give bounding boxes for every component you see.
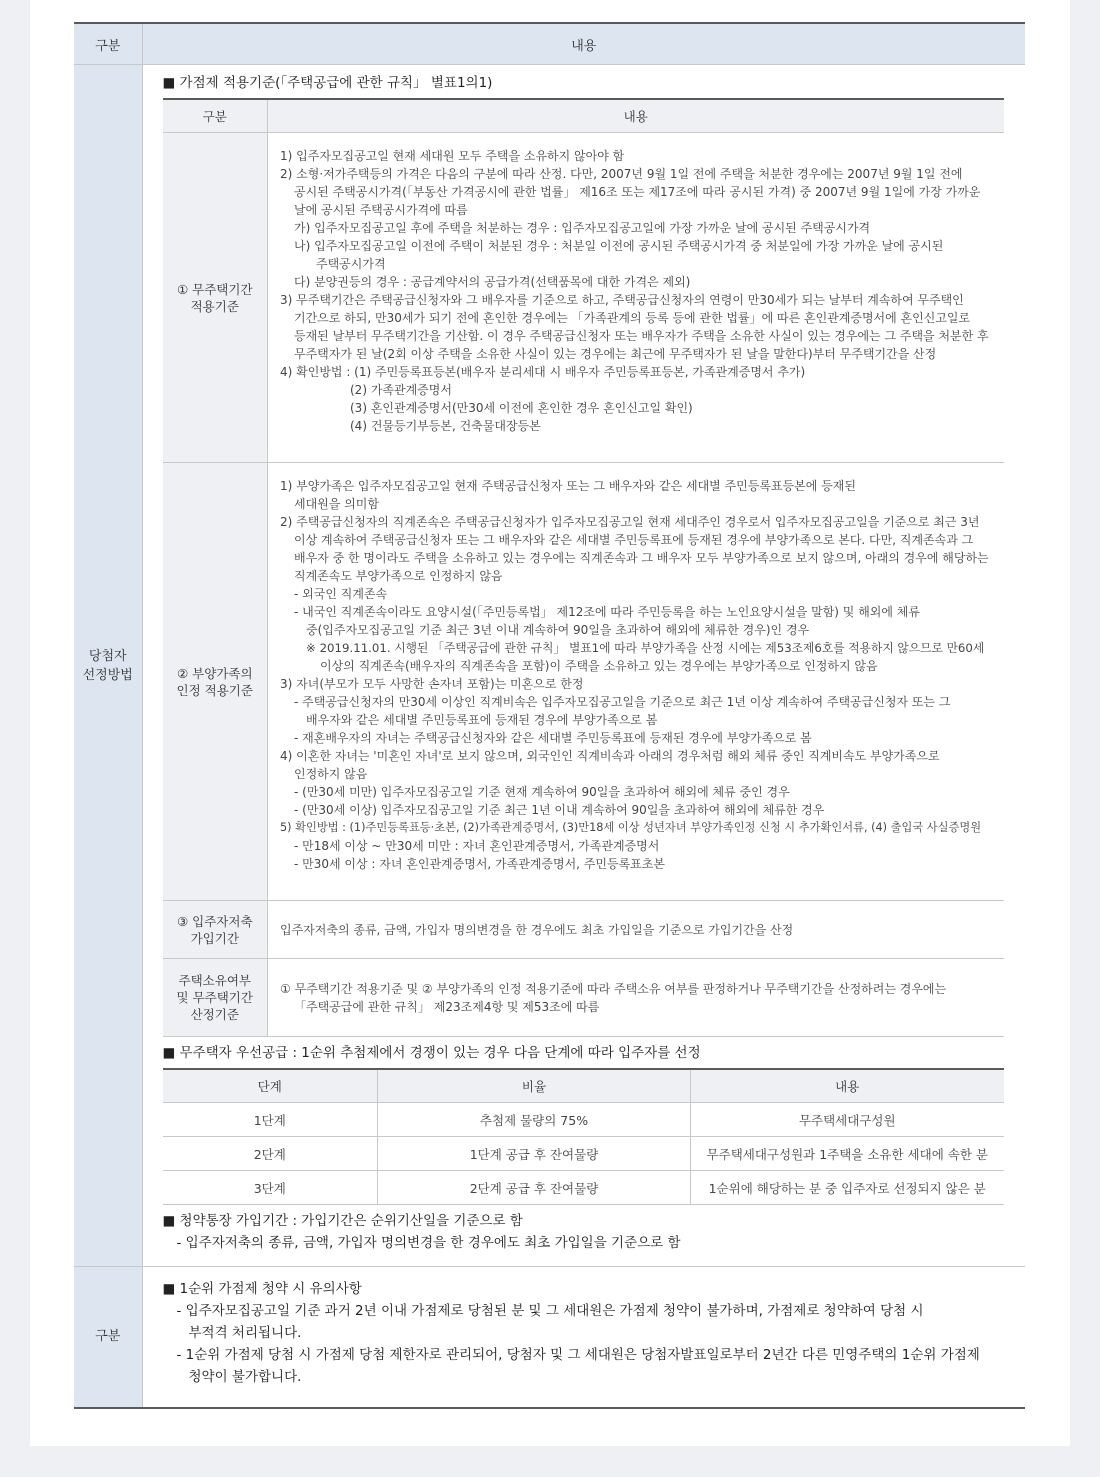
text-line: - 주택공급신청자의 만30세 이상인 직계비속은 입주자모집공고일을 기준으로 최근 1년 이상 계속하여 주택공급신청자 또는 그 (294, 695, 951, 709)
text-line: 3) 무주택기간은 주택공급신청자와 그 배우자를 기준으로 하고, 주택공급신청자의 연령이 만30세가 되는 날부터 계속하여 무주택인 (280, 293, 964, 307)
text-line: 4) 이혼한 자녀는 '미혼인 자녀'로 보지 않으며, 외국인인 직계비속과 아래의 경우처럼 해외 체류 중인 직계비속도 부양가족으로 (280, 749, 940, 763)
criteria-label: ① 무주택기간 적용기준 (163, 133, 268, 463)
criteria-label: ② 부양가족의 인정 적용기준 (163, 463, 268, 901)
text-line: 2) 소형·저가주택등의 가격은 다음의 구분에 따라 산정. 다만, 2007년 9월 1일 전에 주택을 처분한 경우에는 2007년 9월 1일 전에 (280, 167, 963, 181)
bullet-line: - 입주자모집공고일 기준 과거 2년 이내 가점제로 당첨된 분 및 그 세대원은 가점제 청약이 불가하며, 가점제로 청약하여 당첨 시 (176, 1303, 924, 1320)
text-line: 공시된 주택공시가격(「부동산 가격공시에 관한 법률」 제16조 또는 제17조에 따라 공시된 가격) 중 2007년 9월 1일에 가장 가까운 (294, 185, 981, 199)
inner-header-content: 내용 (268, 99, 1004, 133)
section-title-homeless-priority: ■ 무주택자 우선공급 : 1순위 추첨제에서 경쟁이 있는 경우 다음 단계에 따라 입주자를 선정 (162, 1045, 701, 1061)
bullet-line: - 입주자저축의 종류, 금액, 가입자 명의변경을 한 경우에도 최초 가입일을 기준으로 함 (176, 1235, 681, 1251)
text-line: 입주자저축의 종류, 금액, 가입자 명의변경을 한 경우에도 최초 가입일을 기준으로 가입기간을 산정 (280, 922, 794, 937)
bullet-line: - 1순위 가점제 당첨 시 가점제 당첨 제한자로 관리되어, 당첨자 및 그 세대원은 당첨자발표일로부터 2년간 다른 민영주택의 1순위 가점제 (176, 1347, 980, 1364)
text-line: 3) 자녀(부모가 모두 사망한 손자녀 포함)는 미혼으로 한정 (280, 677, 584, 691)
criteria-label: ③ 입주자저축 가입기간 (163, 901, 268, 959)
text-line: 인정하지 않음 (294, 767, 368, 781)
outer-header-category: 구분 (74, 23, 142, 65)
outer-header-content: 내용 (142, 23, 1025, 65)
section-title-subscription-period: ■ 청약통장 가입기간 : 가입기간은 순위기산일을 기준으로 함 (162, 1213, 523, 1229)
text-line: 다) 분양권등의 경우 : 공급계약서의 공급가격(선택품목에 대한 가격은 제외) (294, 275, 691, 289)
text-line: 2) 주택공급신청자의 직계존속은 주택공급신청자가 입주자모집공고일 현재 세대주인 경우로서 입주자모집공고일을 기준으로 최근 3년 (280, 515, 980, 529)
text-line: 등재된 날부터 무주택기간을 기산함. 이 경우 주택공급신청자 또는 배우자가 주택을 소유한 사실이 있는 경우에는 그 주택을 처분한 후 (294, 329, 989, 343)
bullet-line: 청약이 불가합니다. (188, 1369, 302, 1386)
ratio-header: 비율 (378, 1069, 691, 1103)
text-line: 1) 부양가족은 입주자모집공고일 현재 주택공급신청자 또는 그 배우자와 같은 세대별 주민등록표등본에 등재된 (280, 479, 856, 493)
criteria-content (268, 959, 1004, 1037)
criteria-row-ownership-basis (163, 959, 1004, 1037)
row-content-notes (142, 1267, 1025, 1408)
text-line: 4) 확인방법 : (1) 주민등록표등본(배우자 분리세대 시 배우자 주민등록표등본, 가족관계증명서 추가) (280, 365, 806, 379)
text-line: 이상의 직계존속(배우자의 직계존속을 포함)이 주택을 소유하고 있는 경우에는 부양가족으로 인정하지 않음 (320, 659, 878, 673)
text-line: 세대원을 의미함 (294, 497, 379, 511)
text-line: - 만18세 이상 ~ 만30세 미만 : 자녀 혼인관계증명서, 가족관계증명서 (294, 839, 660, 853)
text-line: 배우자 중 한 명이라도 주택을 소유하고 있는 경우에는 직계존속과 그 배우자 모두 부양가족으로 보지 않으며, 아래의 경우에 해당하는 (294, 551, 989, 565)
criteria-content (268, 133, 1004, 463)
text-line: 이상 계속하여 주택공급신청자 또는 그 배우자와 같은 세대별 주민등록표에 등재된 경우에 부양가족으로 본다. 다만, 직계존속과 그 (294, 533, 974, 547)
text-line: 5) 확인방법 : (1)주민등록표등·초본, (2)가족관계증명서, (3)만18세 이상 성년자녀 부양가족인정 신청 시 추가확인서류, (4) 출입국 사실증명원 (280, 821, 982, 834)
text-line: ① 무주택기간 적용기준 및 ② 부양가족의 인정 적용기준에 따라 주택소유 여부를 판정하거나 무주택기간을 산정하려는 경우에는 (280, 981, 947, 996)
table-row: 1단계 추첨제 물량의 75% 무주택세대구성원 (163, 1103, 1004, 1137)
text-line: 무주택자가 된 날(2회 이상 주택을 소유한 사실이 있는 경우에는 최근에 무주택자가 된 날을 말한다)부터 무주택기간을 산정 (294, 347, 937, 361)
text-line: 중(입주자모집공고일 기준 최근 3년 이내 계속하여 90일을 초과하여 해외에 체류한 경우)인 경우 (306, 623, 810, 637)
text-line: - 재혼배우자의 자녀는 주택공급신청자와 같은 세대별 주민등록표에 등재된 경우에 부양가족으로 봄 (294, 731, 812, 745)
text-line: 1) 입주자모집공고일 현재 세대원 모두 주택을 소유하지 않아야 함 (280, 149, 625, 163)
table-row: 2단계 1단계 공급 후 잔여물량 무주택세대구성원과 1주택을 소유한 세대에 속한 분 (163, 1137, 1004, 1171)
text-line: 나) 입주자모집공고일 이전에 주택이 처분된 경우 : 처분일 이전에 공시된 주택공시가격 중 처분일에 가장 가까운 날에 공시된 (294, 239, 944, 253)
text-line: 직계존속도 부양가족으로 인정하지 않음 (294, 569, 503, 583)
inner-header-category: 구분 (163, 99, 268, 133)
table-row: 3단계 2단계 공급 후 잔여물량 1순위에 해당하는 분 중 입주자로 선정되지 않은 분 (163, 1171, 1004, 1205)
criteria-row-dependents (163, 463, 1004, 901)
text-line: - (만30세 미만) 입주자모집공고일 기준 현재 계속하여 90일을 초과하여 해외에 체류 중인 경우 (294, 785, 790, 799)
page (30, 0, 1070, 1446)
row-notes (74, 1267, 1025, 1408)
section-title-notes: ■ 1순위 가점제 청약 시 유의사항 (162, 1281, 362, 1298)
text-line: 날에 공시된 주택공시가격에 따름 (294, 203, 468, 217)
section-title-point-system: ■ 가점제 적용기준(「주택공급에 관한 규칙」 별표1의1) (162, 75, 493, 91)
criteria-row-homeless-period (163, 133, 1004, 463)
text-line: (3) 혼인관계증명서(만30세 이전에 혼인한 경우 혼인신고일 확인) (350, 401, 693, 415)
criteria-content (268, 463, 1004, 901)
row-label-notes: 구분 (74, 1267, 142, 1408)
priority-stage-table (163, 1068, 1004, 1205)
text-line: 「주택공급에 관한 규칙」 제23조제4항 및 제53조에 따름 (294, 999, 600, 1014)
text-line: (4) 건물등기부등본, 건축물대장등본 (350, 419, 541, 433)
text-line: - 외국인 직계존속 (294, 587, 388, 601)
stage-header: 단계 (163, 1069, 378, 1103)
bullet-line: 부적격 처리됩니다. (188, 1325, 302, 1342)
row-winner-selection (74, 65, 1025, 1267)
text-line: ※ 2019.11.01. 시행된 「주택공급에 관한 규칙」 별표1에 따라 부양가족을 산정 시에는 제53조제6호를 적용하지 않으므로 만60세 (306, 641, 985, 655)
outer-header-row (74, 23, 1025, 65)
selection-method-table (74, 22, 1025, 1409)
text-line: 가) 입주자모집공고일 후에 주택을 처분하는 경우 : 입주자모집공고일에 가장 가까운 날에 공시된 주택공시가격 (294, 221, 871, 235)
content-header: 내용 (691, 1069, 1004, 1103)
criteria-content (268, 901, 1004, 959)
text-line: 기간으로 하되, 만30세가 되기 전에 혼인한 경우에는 「가족관계의 등록 등에 관한 법률」에 따른 혼인관계증명서에 혼인신고일로 (294, 311, 971, 325)
criteria-label: 주택소유여부 및 무주택기간 산정기준 (163, 959, 268, 1037)
text-line: 배우자와 같은 세대별 주민등록표에 등재된 경우에 부양가족으로 봄 (306, 713, 658, 727)
text-line: 주택공시가격 (316, 257, 386, 271)
point-system-table (163, 98, 1004, 1037)
text-line: (2) 가족관계증명서 (350, 383, 452, 397)
text-line: - 만30세 이상 : 자녀 혼인관계증명서, 가족관계증명서, 주민등록표초본 (294, 857, 665, 871)
text-line: - 내국인 직계존속이라도 요양시설(「주민등록법」 제12조에 따라 주민등록을 하는 노인요양시설을 말함) 및 해외에 체류 (294, 605, 920, 619)
row-content-winner-selection (142, 65, 1025, 1267)
text-line: - (만30세 이상) 입주자모집공고일 기준 최근 1년 이내 계속하여 90일을 초과하여 해외에 체류한 경우 (294, 803, 825, 817)
criteria-row-savings-period (163, 901, 1004, 959)
row-label-winner-selection: 당첨자 선정방법 (74, 65, 142, 1267)
